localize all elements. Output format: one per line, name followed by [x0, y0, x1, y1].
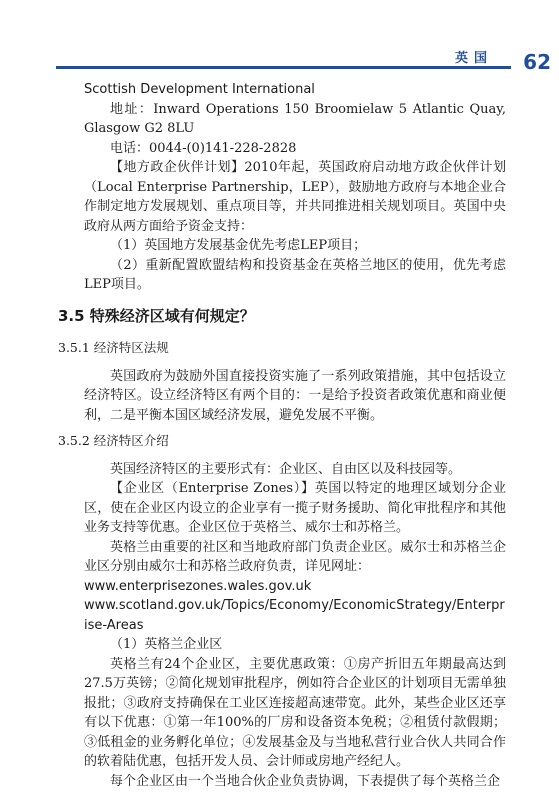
subsection-heading-352: 3.5.2 经济特区介绍 [58, 433, 169, 448]
enterprise-zones-paragraph: 【企业区（Enterprise Zones）】英国以特定的地理区域划分企业区，使在企业区内设立的企业享有一揽子财务援助、简化审批程序和其他业务支持等优惠。企业区位于英格兰、威尔士和苏格兰。 [84, 481, 506, 535]
header-country: 英国 [454, 51, 493, 66]
section-heading: 3.5 特殊经济区域有何规定？ [58, 306, 255, 325]
england-zones-heading: （1）英格兰企业区 [110, 637, 223, 652]
lep-paragraph: 【地方政企伙伴计划】2010年起，英国政府启动地方政企伙伴计划（Local Enterprise Partnership，LEP），鼓励地方政府与本地企业合作制定地方发展规划、重点项目等，并共同推进相关规划项目。英国中央政府从两方面给予资金支持： [84, 160, 506, 234]
url-scotland[interactable]: www.scotland.gov.uk/Topics/Economy/EconomicStrategy/Enterprise-Areas [84, 598, 505, 633]
lep-item-2: （2）重新配置欧盟结构和投资基金在英格兰地区的使用，优先考虑LEP项目。 [84, 257, 506, 292]
url-wales[interactable]: www.enterprisezones.wales.gov.uk [84, 578, 312, 594]
coordination-paragraph: 每个企业区由一个当地合伙企业负责协调，下表提供了每个英格兰企 [110, 773, 501, 789]
page-body [58, 80, 506, 791]
header-rule [56, 66, 511, 69]
address-line: 地址：Inward Operations 150 Broomielaw 5 Atlantic Quay, Glasgow G2 8LU [84, 101, 506, 136]
org-name: Scottish Development International [84, 82, 315, 97]
subsection-heading-351: 3.5.1 经济特区法规 [58, 340, 169, 355]
sez-forms-paragraph: 英国经济特区的主要形式有：企业区、自由区以及科技园等。 [110, 461, 462, 477]
phone-line: 电话：0044-(0)141-228-2828 [110, 140, 297, 156]
page-number: 62 [523, 50, 551, 74]
england-zones-paragraph: 英格兰有24个企业区，主要优惠政策：①房产折旧五年期最高达到27.5万英镑；②简化规划审批程序，例如符合企业区的计划项目无需单独报批；③政府支持确保在工业区连接超高速带宽。此外，某些企业区还享有以下优惠：①第一年100%的厂房和设备资本免税；②租赁付款假期；③低租金的业务孵化单位；④发展基金及与当地私营行业合伙人共同合作的软着陆优惠，包括开发人员、会计师或房地产经纪人。 [84, 656, 506, 769]
sez-paragraph: 英国政府为鼓励外国直接投资实施了一系列政策措施，其中包括设立经济特区。设立经济特区有两个目的：一是给予投资者政策优惠和商业便利，二是平衡本国区域经济发展，避免发展不平衡。 [84, 368, 506, 423]
lep-item-1: （1）英国地方发展基金优先考虑LEP项目； [110, 238, 367, 253]
zone-responsibility-paragraph: 英格兰由重要的社区和当地政府部门负责企业区。威尔士和苏格兰企业区分别由威尔士和苏格兰政府负责，详见网址： [84, 539, 506, 574]
